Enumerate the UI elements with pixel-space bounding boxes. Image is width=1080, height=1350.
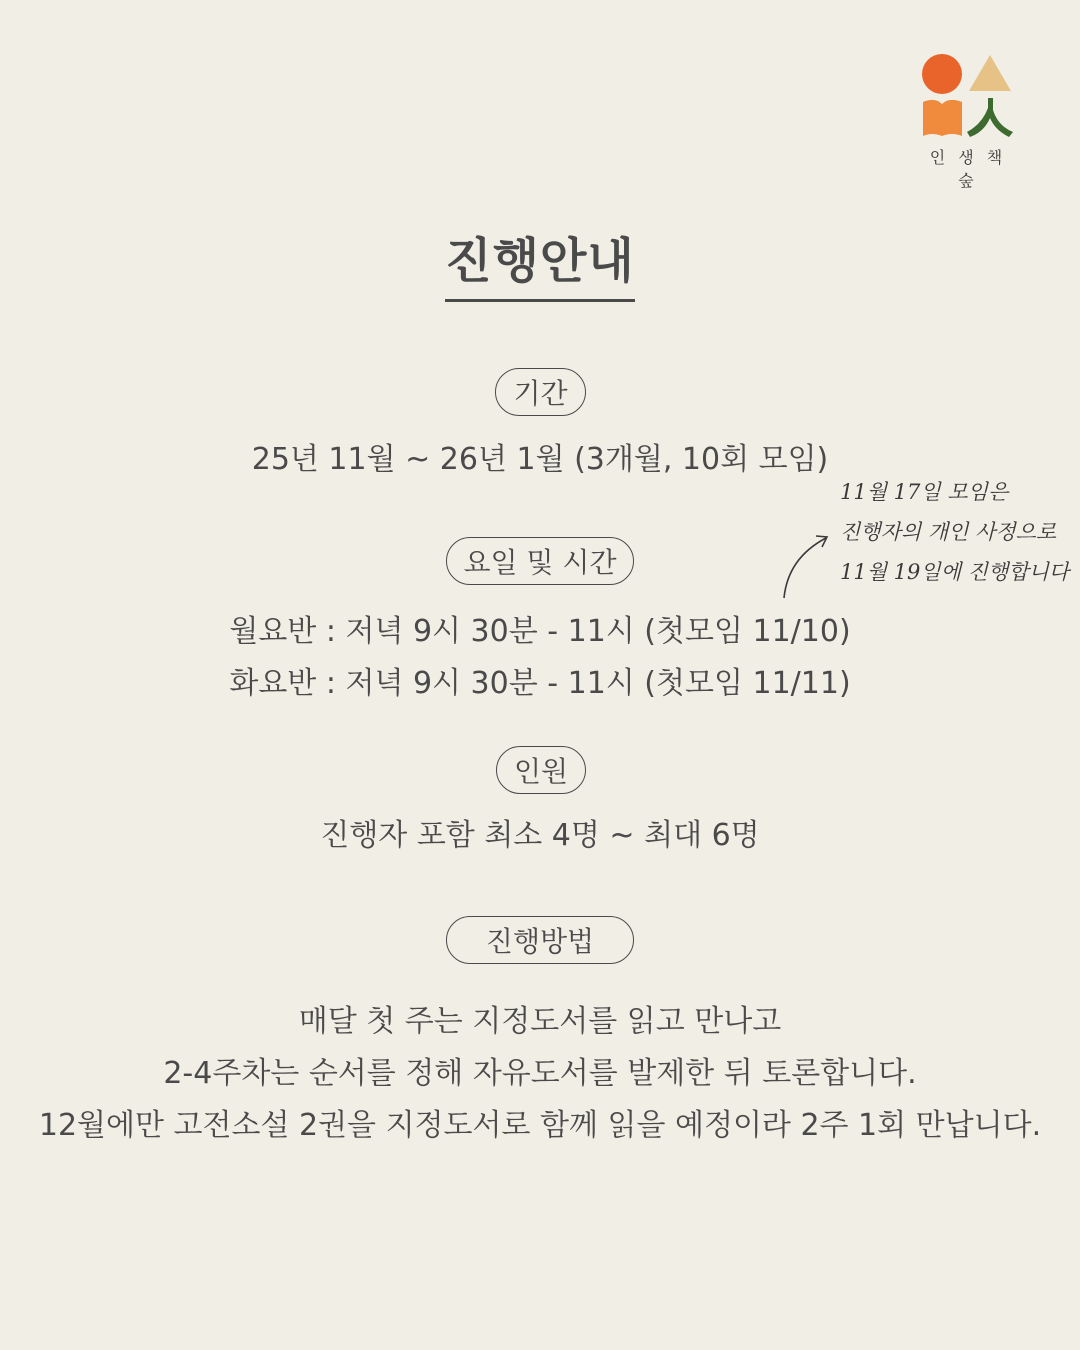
logo — [918, 50, 1018, 190]
method-line-3: 12월에만 고전소설 2권을 지정도서로 함께 읽을 예정이라 2주 1회 만납니다. — [38, 1108, 1042, 1143]
method-line-1: 매달 첫 주는 지정도서를 읽고 만나고 — [298, 1004, 782, 1039]
note-arrow-icon — [778, 528, 838, 603]
logo-book — [923, 100, 962, 136]
people-text: 진행자 포함 최소 4명 ~ 최대 6명 — [320, 818, 760, 853]
note-line-2: 진행자의 개인 사정으로 — [840, 520, 1057, 544]
period-text: 25년 11월 ~ 26년 1월 (3개월, 10회 모임) — [251, 442, 829, 477]
page-title: 진행안내 — [445, 233, 635, 289]
schedule-tuesday: 화요반 : 저녁 9시 30분 - 11시 (첫모임 11/11) — [229, 666, 851, 701]
schedule-monday: 월요반 : 저녁 9시 30분 - 11시 (첫모임 11/10) — [229, 614, 851, 649]
logo-triangle — [969, 55, 1011, 91]
note-line-1: 11월 17일 모임은 — [840, 480, 1009, 504]
logo-circle — [922, 54, 962, 94]
period-label: 기간 — [495, 368, 586, 416]
note-line-3: 11월 19일에 진행합니다 — [840, 560, 1070, 584]
people-label: 인원 — [496, 746, 586, 794]
title-underline — [445, 299, 635, 302]
logo-mark — [918, 50, 1018, 142]
logo-text: 인 생 책 숲 — [929, 148, 1007, 190]
handwritten-note — [840, 472, 1075, 592]
method-label: 진행방법 — [446, 916, 634, 964]
schedule-label: 요일 및 시간 — [446, 537, 634, 585]
method-line-2: 2-4주차는 순서를 정해 자유도서를 발제한 뒤 토론합니다. — [163, 1056, 917, 1091]
logo-person — [967, 98, 1013, 137]
